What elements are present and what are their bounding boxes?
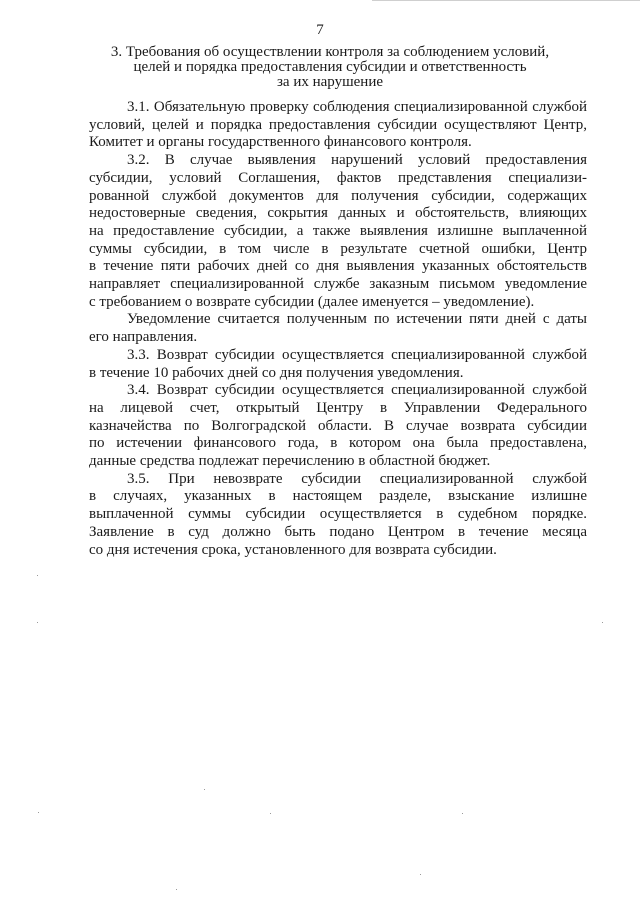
paragraph-3-1 <box>89 99 587 152</box>
text-line: на предоставление субсидии, а также выявления излишне выплаченной <box>89 222 587 239</box>
text-line: данные средства подлежат перечислению в областной бюджет. <box>89 453 491 470</box>
text-line: с требованием о возврате субсидии (далее именуется – уведомление). <box>89 293 535 310</box>
text-line: субсидии, условий Соглашения, фактов представления специализи- <box>89 169 587 186</box>
text-line: в случаях, указанных в настоящем разделе, взыскание излишне <box>89 488 587 505</box>
text-line: 3.4. Возврат субсидии осуществляется специализированной службой <box>127 382 587 399</box>
text-line: его направления. <box>89 329 198 346</box>
text-line: выплаченной суммы субсидии осуществляется в судебном порядке. <box>89 506 587 523</box>
text-line: 3.3. Возврат субсидии осуществляется специализированной службой <box>127 346 587 363</box>
heading-line: за их нарушение <box>276 74 384 90</box>
paragraph-3-5 <box>89 471 587 560</box>
text-line: 3.5. При невозврате субсидии специализированной службой <box>127 470 587 487</box>
paragraph-3-2 <box>89 152 587 311</box>
text-line: казначейства по Волгоградской области. В случае возврата субсидии <box>89 417 587 434</box>
scan-speck <box>602 622 603 623</box>
text-line: суммы субсидии, в том числе в результате счетной ошибки, Центр <box>89 240 587 257</box>
scan-speck <box>37 622 38 623</box>
text-line: в течение 10 рабочих дней со дня получения уведомления. <box>89 364 464 381</box>
text-line: условий, целей и порядка предоставления субсидии осуществляют Центр, <box>89 116 587 133</box>
text-line: на лицевой счет, открытый Центру в Управлении Федерального <box>89 399 587 416</box>
paragraph-3-4 <box>89 382 587 471</box>
heading-line: целей и порядка предоставления субсидии и ответственность <box>133 59 527 75</box>
scan-speck <box>176 889 177 890</box>
text-line: Уведомление считается полученным по истечении пяти дней с даты <box>127 311 587 328</box>
scan-speck <box>462 813 463 814</box>
scan-edge-line <box>372 0 640 1</box>
text-line: рованной службой документов для получения субсидии, содержащих <box>89 187 587 204</box>
scan-speck <box>37 575 38 576</box>
paragraph-notice <box>89 311 587 346</box>
text-line: со дня истечения срока, установленного для возврата субсидии. <box>89 541 497 558</box>
scan-speck <box>38 812 39 813</box>
section-heading <box>90 45 570 90</box>
page-number: 7 <box>316 22 324 38</box>
text-line: по истечении финансового года, в котором она была предоставлена, <box>89 435 587 452</box>
paragraph-3-3 <box>89 347 587 382</box>
text-line: недостоверные сведения, сокрытия данных и обстоятельств, влияющих <box>89 205 587 222</box>
text-line: 3.2. В случае выявления нарушений условий предоставления <box>127 152 587 169</box>
text-line: в течение пяти рабочих дней со дня выявления указанных обстоятельств <box>89 258 587 275</box>
text-line: Заявление в суд должно быть подано Центром в течение месяца <box>89 523 587 540</box>
scan-speck <box>270 813 271 814</box>
text-line: направляет специализированной службе заказным письмом уведомление <box>89 276 587 293</box>
heading-line: 3. Требования об осуществлении контроля за соблюдением условий, <box>110 44 550 60</box>
text-line: 3.1. Обязательную проверку соблюдения специализированной службой <box>127 99 587 115</box>
scan-speck <box>204 789 205 790</box>
section-body <box>89 99 587 559</box>
text-line: Комитет и органы государственного финансового контроля. <box>89 134 472 151</box>
scan-speck <box>420 874 421 875</box>
